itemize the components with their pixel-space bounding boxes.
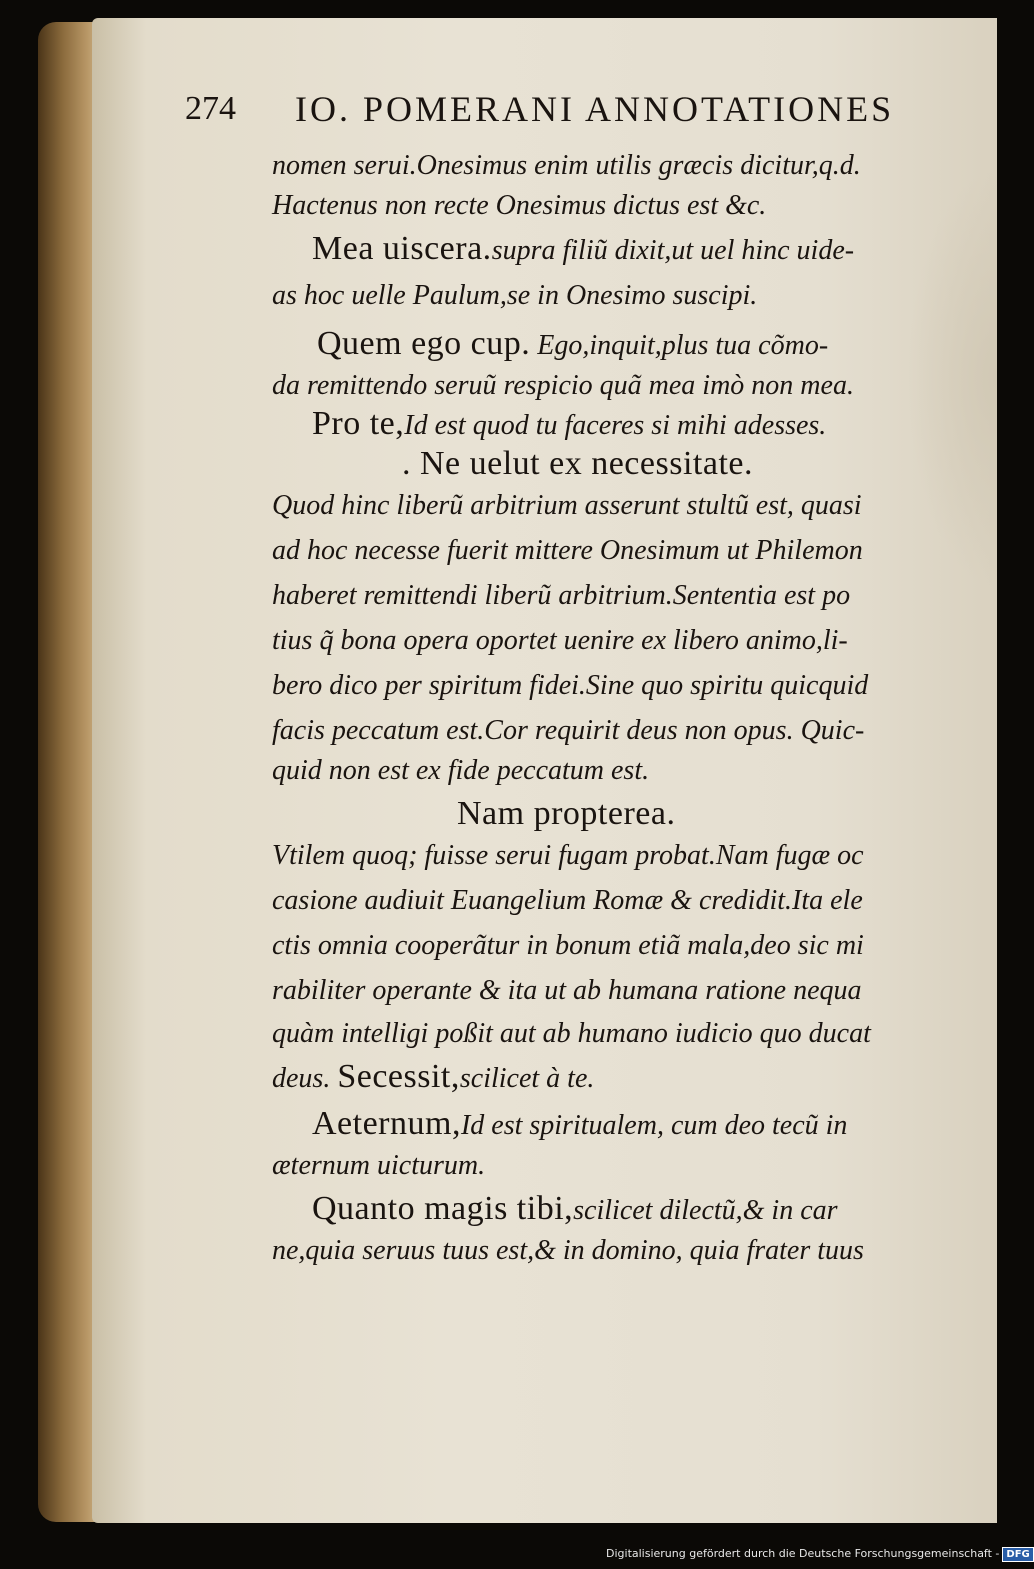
commentary-text: as hoc uelle Paulum,se in Onesimo suscipi.	[272, 280, 758, 311]
text-line	[272, 1235, 864, 1267]
commentary-text: scilicet dilectũ,& in car	[573, 1195, 838, 1226]
lemma-heading: Quanto magis tibi,	[312, 1190, 574, 1227]
text-line	[272, 370, 854, 402]
lemma-heading: Pro te,	[312, 405, 405, 442]
text-line	[272, 1058, 594, 1096]
commentary-text: Id est quod tu faceres si mihi adesses.	[404, 410, 827, 441]
commentary-text: deus.	[272, 1063, 338, 1094]
text-line	[312, 1105, 847, 1143]
lemma-heading: Aeternum,	[312, 1105, 461, 1142]
text-line	[402, 445, 753, 483]
commentary-text: ad hoc necesse fuerit mittere Onesimum ut Philemon	[272, 535, 863, 566]
text-line	[272, 625, 848, 657]
commentary-text: casione audiuit Euangelium Romæ & credidit.Ita ele	[272, 885, 863, 916]
commentary-text: ctis omnia cooperãtur in bonum etiã mala,deo sic mi	[272, 930, 864, 961]
digitization-credit	[606, 1547, 1030, 1567]
text-line	[272, 1018, 871, 1050]
commentary-text: quid non est ex fide peccatum est.	[272, 755, 650, 786]
commentary-text: quàm intelligi poßit aut ab humano iudicio quo ducat	[272, 1018, 871, 1049]
lemma-heading: Secessit,	[337, 1058, 460, 1095]
text-line	[272, 280, 757, 312]
commentary-text: Id est spiritualem, cum deo tecũ in	[460, 1110, 848, 1141]
text-line	[272, 885, 863, 917]
text-line	[272, 150, 861, 182]
commentary-text: tius q̃ bona opera oportet uenire ex libero animo,li-	[272, 625, 848, 656]
commentary-text: nomen serui.Onesimus enim utilis græcis dicitur,q.d.	[272, 150, 861, 181]
running-head: IO. POMERANI ANNOTATIONES	[295, 89, 895, 129]
lemma-heading: Quem ego cup.	[317, 325, 531, 362]
page-number: 274	[185, 90, 236, 127]
text-line	[312, 405, 826, 443]
text-line	[272, 190, 766, 222]
text-line	[312, 230, 854, 268]
page-header	[185, 78, 975, 148]
commentary-text: scilicet à te.	[459, 1063, 595, 1094]
text-line	[272, 535, 863, 567]
text-line	[272, 930, 864, 962]
text-line	[272, 580, 850, 612]
text-line	[457, 795, 675, 833]
commentary-text: haberet remittendi liberũ arbitrium.Sententia est po	[272, 580, 851, 611]
text-line	[272, 840, 864, 872]
text-line	[272, 755, 649, 787]
commentary-text: da remittendo seruũ respicio quã mea imò non mea.	[272, 370, 854, 401]
bleed-through	[907, 168, 997, 588]
commentary-text: bero dico per spiritum fidei.Sine quo spiritu quicquid	[272, 670, 869, 701]
commentary-text: Ego,inquit,plus tua cõmo-	[530, 330, 829, 361]
text-line	[272, 1150, 485, 1182]
commentary-text: Quod hinc liberũ arbitrium asserunt stultũ est, quasi	[272, 490, 862, 521]
commentary-text: facis peccatum est.Cor requirit deus non opus. Quic-	[272, 715, 865, 746]
commentary-text: æternum uicturum.	[272, 1150, 486, 1181]
text-line	[272, 715, 864, 747]
commentary-text: Hactenus non recte Onesimus dictus est &c.	[272, 190, 767, 221]
text-line	[272, 670, 868, 702]
text-line	[272, 975, 862, 1007]
commentary-text: supra filiũ dixit,ut uel hinc uide-	[491, 235, 855, 266]
commentary-text: rabiliter operante & ita ut ab humana ratione nequa	[272, 975, 862, 1006]
commentary-text: ne,quia seruus tuus est,& in domino, quia frater tuus	[272, 1235, 864, 1266]
lemma-heading: . Ne uelut ex necessitate.	[402, 445, 753, 482]
text-line	[317, 325, 828, 363]
text-line	[312, 1190, 838, 1228]
lemma-heading: Mea uiscera.	[312, 230, 492, 267]
lemma-heading: Nam propterea.	[457, 795, 676, 832]
dfg-logo: DFG	[1002, 1547, 1033, 1562]
commentary-text: Vtilem quoq; fuisse serui fugam probat.Nam fugæ oc	[272, 840, 864, 871]
credit-text: Digitalisierung gefördert durch die Deutsche Forschungsgemeinschaft -	[606, 1547, 1000, 1560]
text-line	[272, 490, 862, 522]
